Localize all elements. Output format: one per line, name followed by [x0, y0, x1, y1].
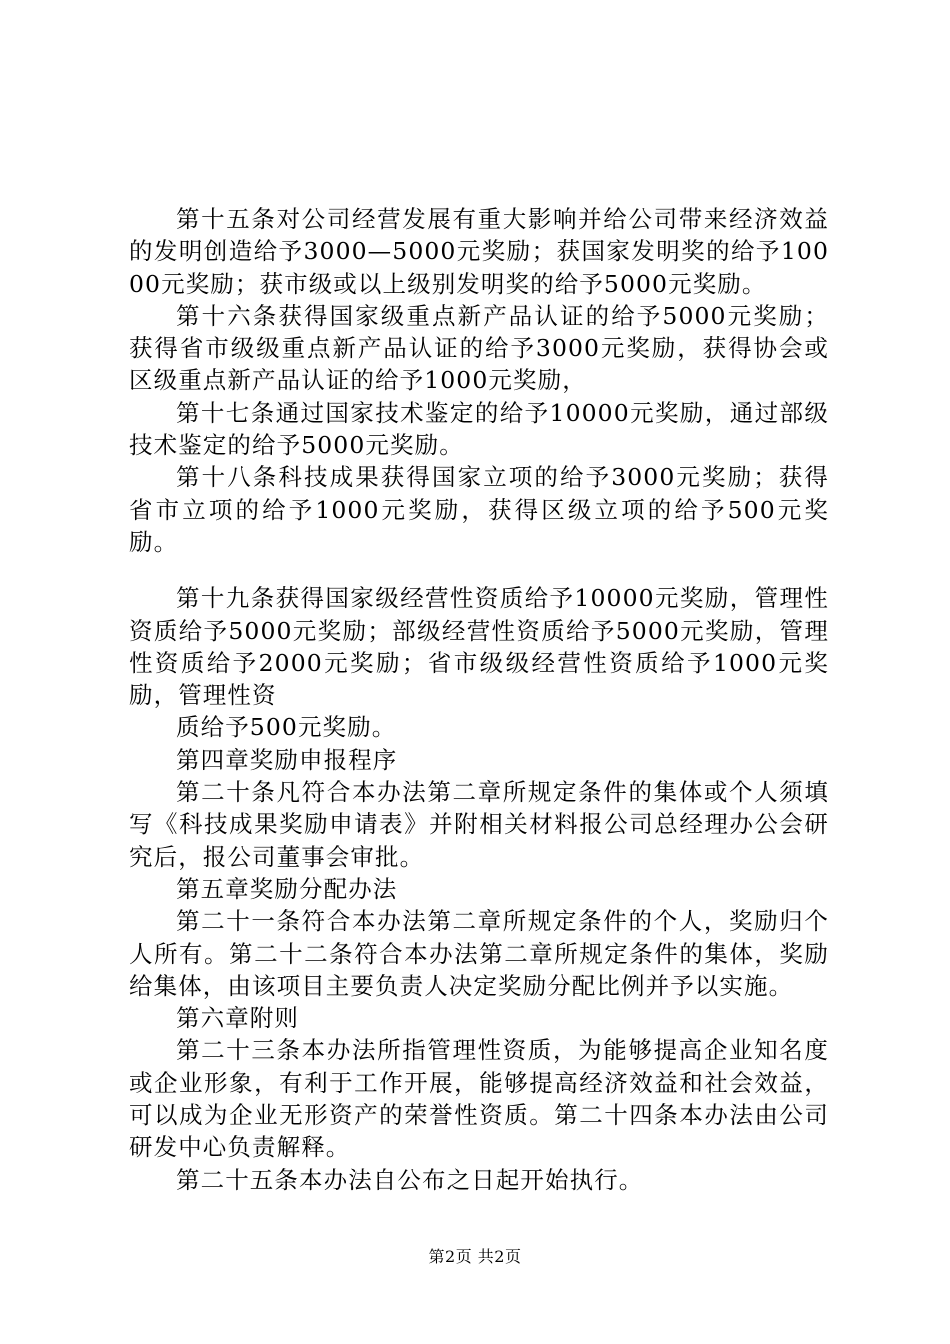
article-25-paragraph: 第二十五条本办法自公布之日起开始执行。	[176, 1165, 644, 1194]
article-21-22-paragraph: 第二十一条符合本办法第二章所规定条件的个人，奖励归个人所有。第二十二条符合本办法第二章所规定条件的集体，奖励给集体，由该项目主要负责人决定奖励分配比例并予以实施。	[129, 907, 829, 1000]
document-body	[129, 203, 829, 1196]
article-18-paragraph: 第十八条科技成果获得国家立项的给予3000元奖励；获得省市立项的给予1000元奖励，获得区级立项的给予500元奖励。	[129, 463, 829, 556]
page-number-footer: 第2页 共2页	[428, 1247, 522, 1266]
chapter-5-heading: 第五章奖励分配办法	[176, 874, 398, 903]
article-20-paragraph: 第二十条凡符合本办法第二章所规定条件的集体或个人须填写《科技成果奖励申请表》并附相关材料报公司总经理办公会研究后，报公司董事会审批。	[129, 778, 829, 871]
article-16-paragraph: 第十六条获得国家级重点新产品认证的给予5000元奖励；获得省市级级重点新产品认证的给予3000元奖励，获得协会或区级重点新产品认证的给予1000元奖励，	[129, 301, 829, 395]
chapter-6-heading: 第六章附则	[176, 1004, 299, 1033]
article-19-paragraph: 第十九条获得国家级经营性资质给予10000元奖励，管理性资质给予5000元奖励；部级经营性资质给予5000元奖励，管理性资质给予2000元奖励；省市级级经营性资质给予1000元奖励，管理性资	[129, 584, 829, 710]
chapter-4-heading: 第四章奖励申报程序	[176, 745, 398, 774]
article-19-continuation: 质给予500元奖励。	[176, 713, 397, 742]
article-17-paragraph: 第十七条通过国家技术鉴定的给予10000元奖励，通过部级技术鉴定的给予5000元奖励。	[129, 398, 829, 460]
article-23-24-paragraph: 第二十三条本办法所指管理性资质，为能够提高企业知名度或企业形象，有利于工作开展，能够提高经济效益和社会效益，可以成为企业无形资产的荣誉性资质。第二十四条本办法由公司研发中心负责解释。	[129, 1036, 829, 1162]
article-15-paragraph: 第十五条对公司经营发展有重大影响并给公司带来经济效益的发明创造给予3000—5000元奖励；获国家发明奖的给予10000元奖励；获市级或以上级别发明奖的给予5000元奖励。	[129, 205, 829, 298]
